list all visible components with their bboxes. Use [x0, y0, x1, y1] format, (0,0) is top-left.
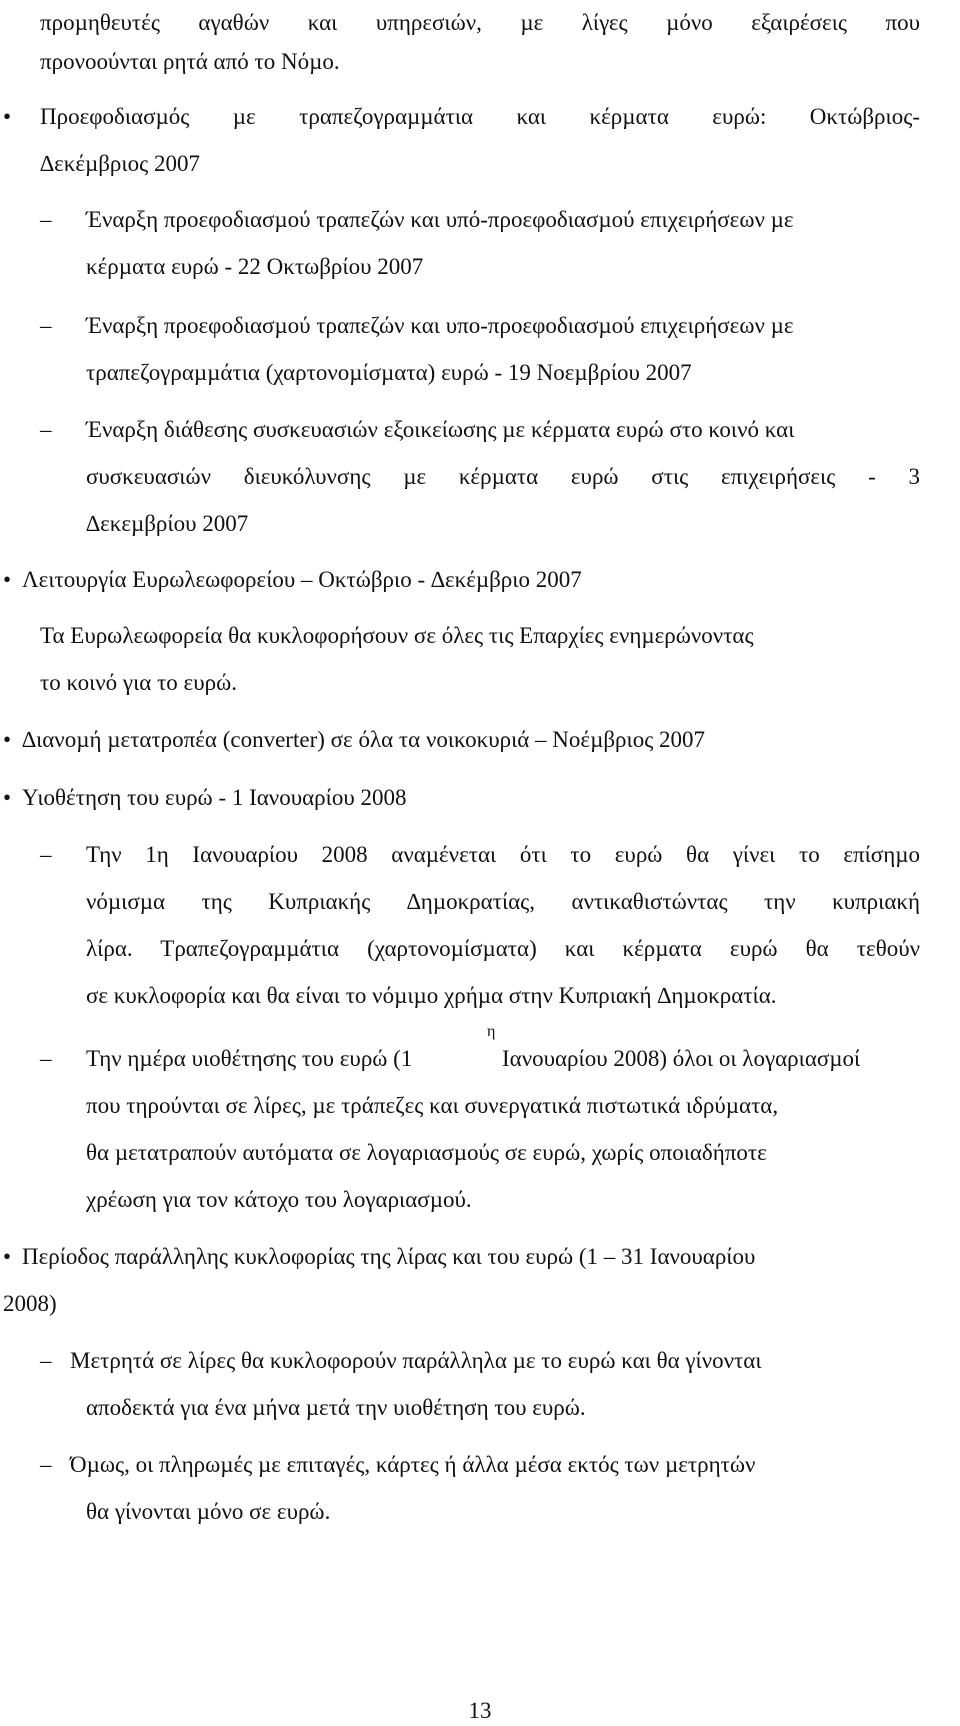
dash-marker: –	[40, 1046, 52, 1071]
dash-item-text: κέρµατα ευρώ - 22 Οκτωβρίου 2007	[86, 254, 424, 279]
bullet-item-text: Λειτουργία Ευρωλεωφορείου – Οκτώβριο - ∆εκέµβριο 2007	[22, 567, 582, 592]
dash-item-text: αποδεκτά για ένα µήνα µετά την υιοθέτηση του ευρώ.	[86, 1395, 586, 1420]
dash-item-text: Την ηµέρα υιοθέτησης του ευρώ (1	[86, 1046, 413, 1071]
dash-marker: –	[40, 842, 52, 867]
dash-item-text: Την 1η Ιανουαρίου 2008 αναµένεται ότι το ευρώ θα γίνει το επίσηµο	[86, 842, 920, 867]
paragraph-line: το κοινό για το ευρώ.	[40, 670, 237, 695]
paragraph-line: Τα Ευρωλεωφορεία θα κυκλοφορήσουν σε όλες τις Επαρχίες ενηµερώνοντας	[40, 623, 754, 648]
dash-item-text: Ιανουαρίου 2008) όλοι οι λογαριασµοί	[502, 1046, 861, 1071]
dash-item-text: Έναρξη προεφοδιασµού τραπεζών και υπο-προεφοδιασµού επιχειρήσεων µε	[86, 313, 794, 338]
dash-item-text: λίρα. Τραπεζογραµµάτια (χαρτονοµίσµατα) και κέρµατα ευρώ θα τεθούν	[86, 936, 920, 961]
bullet-item-text: Υιοθέτηση του ευρώ - 1 Ιανουαρίου 2008	[22, 785, 407, 810]
paragraph-line: προµηθευτές αγαθών και υπηρεσιών, µε λίγες µόνο εξαιρέσεις που	[40, 10, 920, 35]
dash-item-text: Έναρξη προεφοδιασµού τραπεζών και υπό-προεφοδιασµού επιχειρήσεων µε	[86, 207, 794, 232]
bullet-marker: •	[3, 567, 12, 592]
dash-item-text: θα µετατραπούν αυτόµατα σε λογαριασµούς σε ευρώ, χωρίς οποιαδήποτε	[86, 1140, 767, 1165]
dash-item-text: τραπεζογραµµάτια (χαρτονοµίσµατα) ευρώ - 19 Νοεµβρίου 2007	[86, 360, 692, 385]
dash-item-text: που τηρούνται σε λίρες, µε τράπεζες και συνεργατικά πιστωτικά ιδρύµατα,	[86, 1093, 779, 1118]
bullet-item-text: 2008)	[3, 1291, 57, 1316]
dash-item-text: συσκευασιών διευκόλυνσης µε κέρµατα ευρώ στις επιχειρήσεις - 3	[86, 464, 920, 489]
bullet-item-text: ∆εκέµβριος 2007	[40, 151, 200, 176]
dash-item-text: χρέωση για τον κάτοχο του λογαριασµού.	[86, 1187, 472, 1212]
dash-marker: –	[40, 313, 52, 338]
dash-item-text: θα γίνονται µόνο σε ευρώ.	[86, 1499, 331, 1524]
dash-item-text: νόµισµα της Κυπριακής ∆ηµοκρατίας, αντικαθιστώντας την κυπριακή	[86, 889, 920, 914]
dash-marker: –	[40, 1348, 52, 1373]
dash-marker: –	[40, 1452, 52, 1477]
dash-marker: –	[40, 207, 52, 232]
page-number: 13	[468, 1698, 492, 1723]
ordinal-superscript: η	[487, 1023, 496, 1040]
bullet-marker: •	[3, 785, 12, 810]
paragraph-line: προνοούνται ρητά από το Νόµο.	[40, 49, 340, 74]
bullet-marker: •	[3, 727, 12, 752]
bullet-item-text: Προεφοδιασµός µε τραπεζογραµµάτια και κέρµατα ευρώ: Οκτώβριος-	[40, 104, 920, 129]
dash-item-text: σε κυκλοφορία και θα είναι το νόµιµο χρήµα στην Κυπριακή ∆ηµοκρατία.	[86, 983, 777, 1008]
bullet-marker: •	[3, 104, 12, 129]
dash-item-text: Μετρητά σε λίρες θα κυκλοφορούν παράλληλα µε το ευρώ και θα γίνονται	[70, 1348, 762, 1373]
bullet-item-text: Περίοδος παράλληλης κυκλοφορίας της λίρας και του ευρώ (1 – 31 Ιανουαρίου	[22, 1244, 756, 1269]
dash-item-text: ∆εκεµβρίου 2007	[86, 511, 249, 536]
dash-marker: –	[40, 417, 52, 442]
dash-item-text: Έναρξη διάθεσης συσκευασιών εξοικείωσης µε κέρµατα ευρώ στο κοινό και	[86, 417, 795, 442]
bullet-marker: •	[3, 1244, 12, 1269]
bullet-item-text: ∆ιανοµή µετατροπέα (converter) σε όλα τα νοικοκυριά – Νοέµβριος 2007	[22, 727, 706, 752]
dash-item-text: Όµως, οι πληρωµές µε επιταγές, κάρτες ή άλλα µέσα εκτός των µετρητών	[70, 1452, 756, 1477]
